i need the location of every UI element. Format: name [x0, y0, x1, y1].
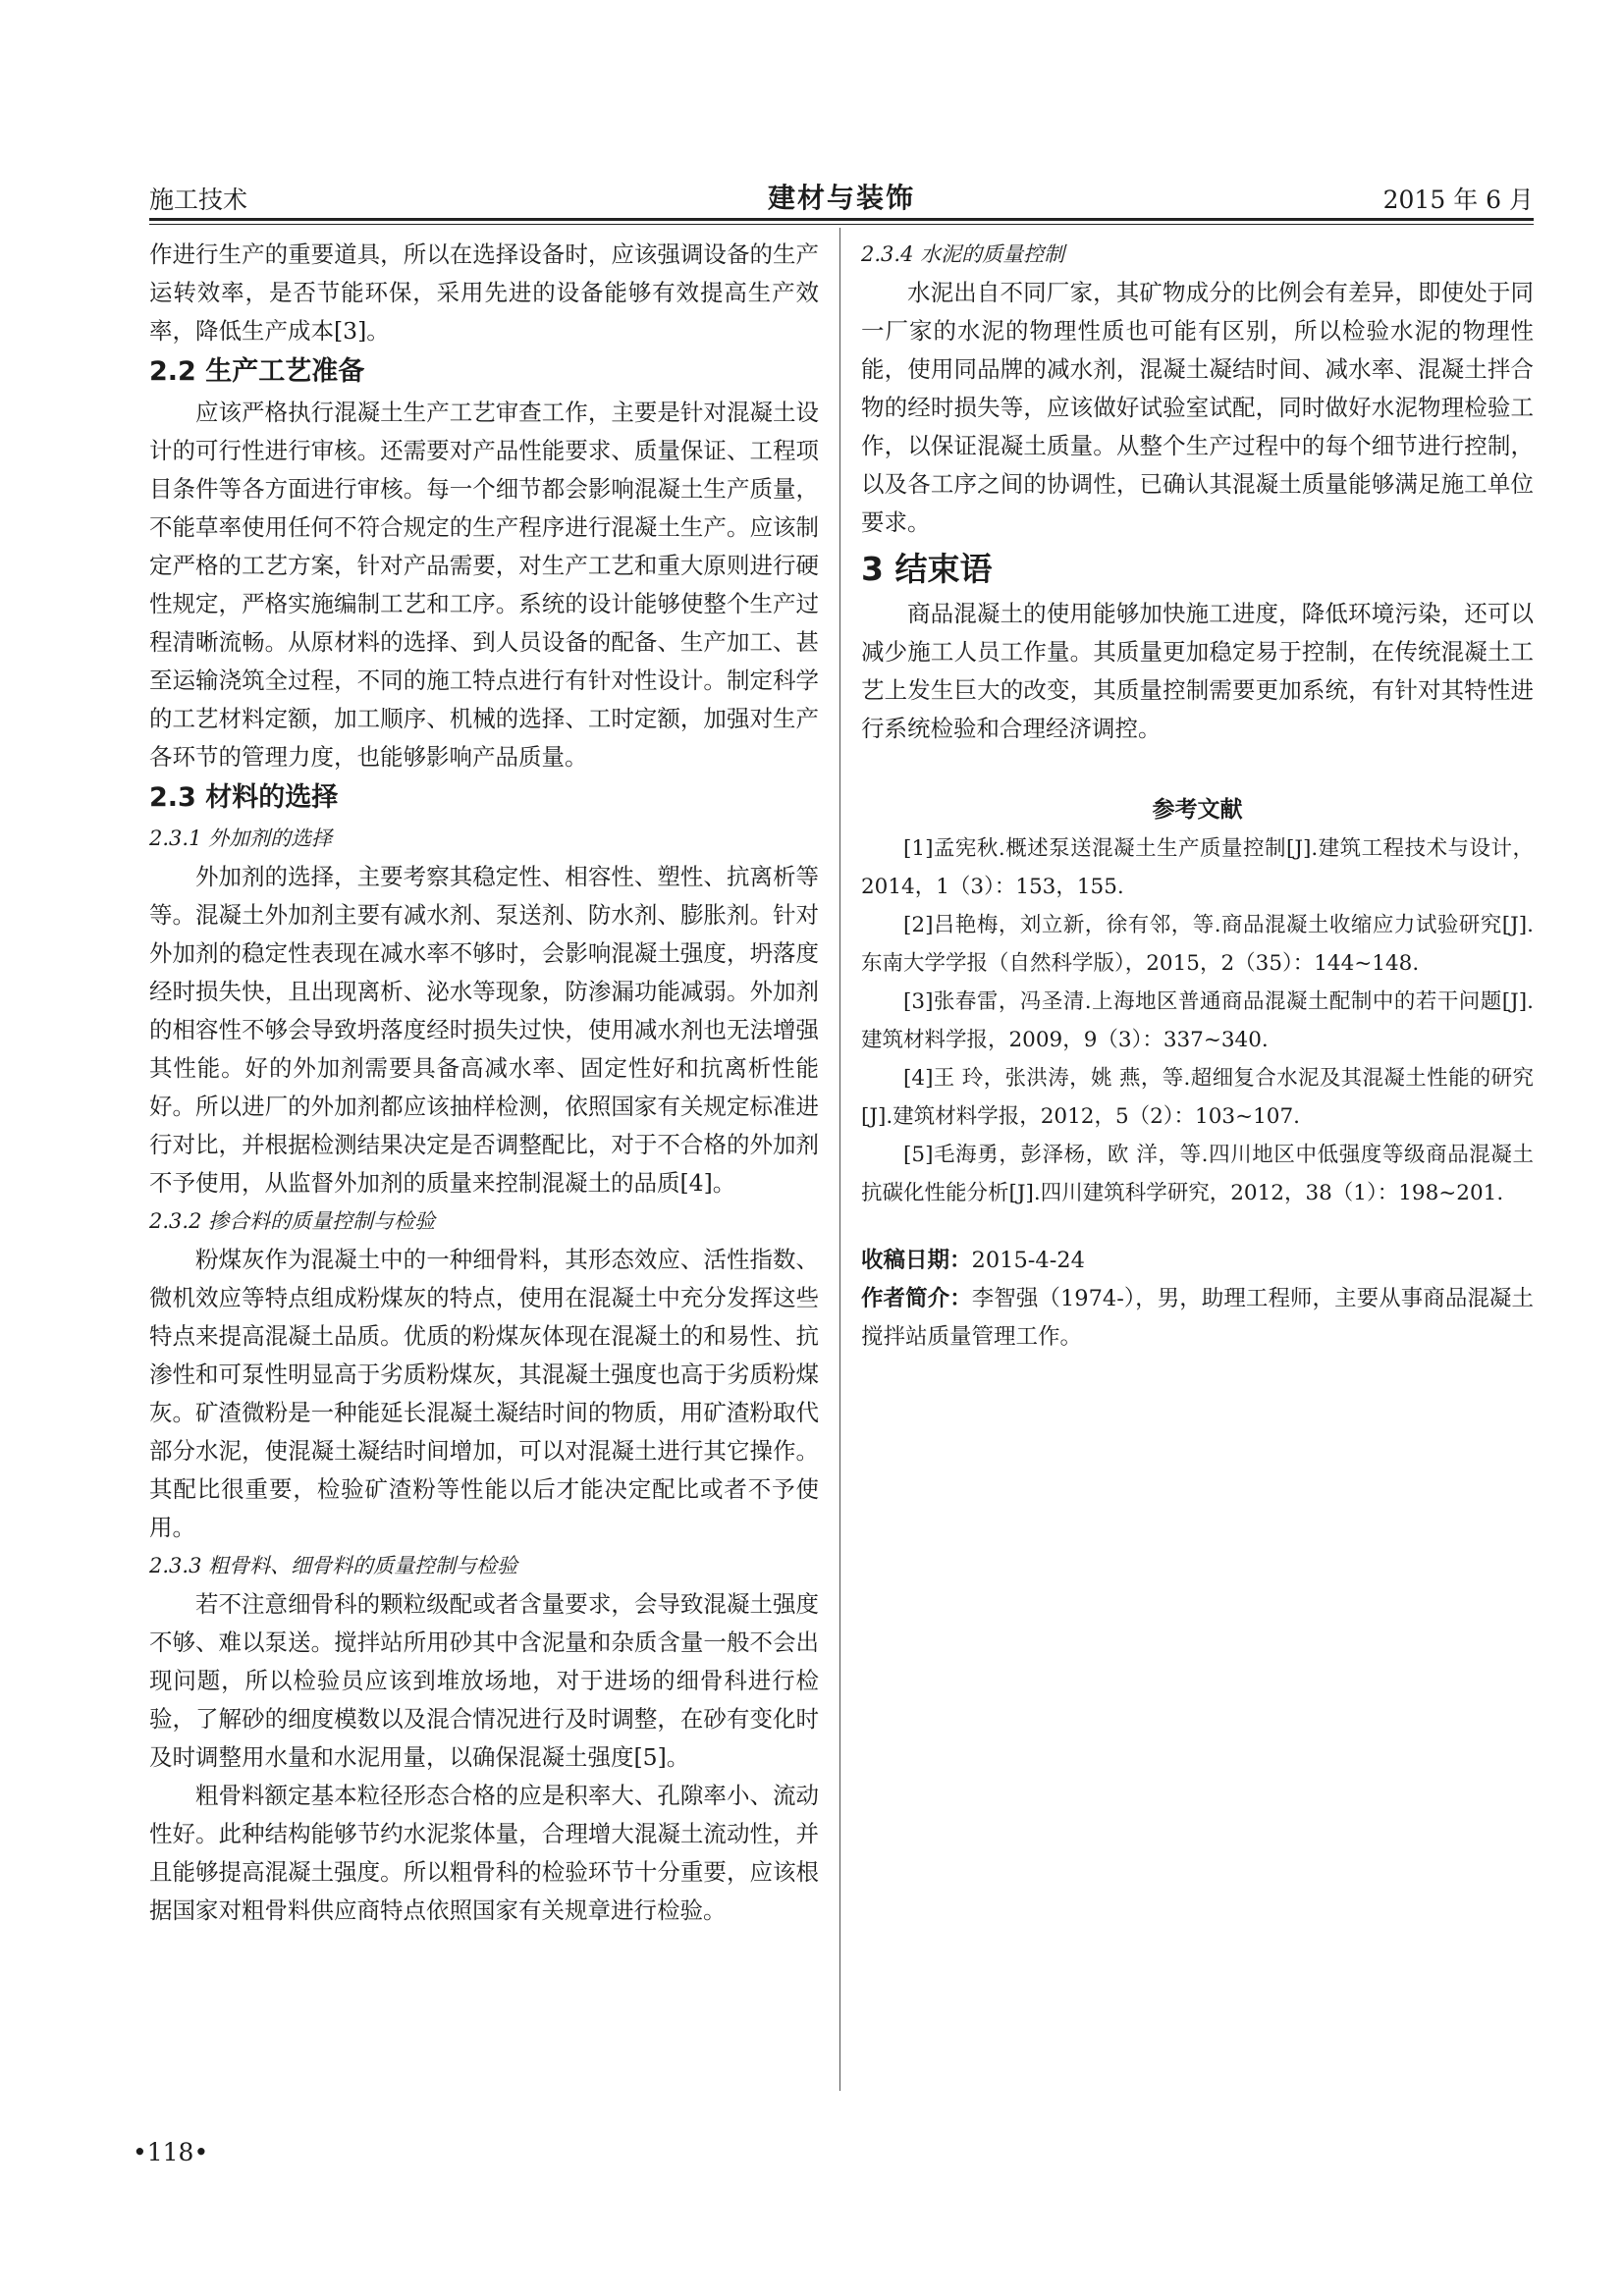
section-2-3-1-heading: 2.3.1 外加剂的选择 — [149, 827, 333, 850]
section-2-3-4-heading: 2.3.4 水泥的质量控制 — [861, 242, 1065, 266]
reference-item: [1]孟宪秋.概述泵送混凝土生产质量控制[J].建筑工程技术与设计，2014，1（3）：153，155. — [861, 836, 1534, 899]
section-2-3-4-paragraph: 水泥出自不同厂家，其矿物成分的比例会有差异，即使处于同一厂家的水泥的物理性质也可能有区别，所以检验水泥的物理性能，使用同品牌的减水剂，混凝土凝结时间、减水率、混凝土拌合物的经时损失等，应该做好试验室试配，同时做好水泥物理检验工作，以保证混凝土质量。从整个生产过程中的每个细节进行控制，以及各工序之间的协调性，已确认其混凝土质量能够满足施工单位要求。 — [861, 279, 1534, 536]
header-rule-thick — [149, 218, 1534, 221]
section-3-heading: 3 结束语 — [861, 550, 993, 588]
paragraph-intro: 作进行生产的重要道具，所以在选择设备时，应该强调设备的生产运转效率，是否节能环保，采用先进的设备能够有效提高生产效率，降低生产成本[3]。 — [149, 240, 819, 345]
reference-item: [5]毛海勇，彭泽杨，欧 洋，等.四川地区中低强度等级商品混凝土抗碳化性能分析[J].四川建筑科学研究，2012，38（1）：198~201. — [861, 1143, 1534, 1205]
section-2-3-3-paragraph-2: 粗骨料额定基本粒径形态合格的应是积率大、孔隙率小、流动性好。此种结构能够节约水泥浆体量，合理增大混凝土流动性，并且能够提高混凝土强度。所以粗骨科的检验环节十分重要，应该根据国家对粗骨料供应商特点依照国家有关规章进行检验。 — [149, 1782, 819, 1924]
column-divider — [839, 228, 840, 2091]
section-2-3-1-paragraph: 外加剂的选择，主要考察其稳定性、相容性、塑性、抗离析等等。混凝土外加剂主要有减水剂、泵送剂、防水剂、膨胀剂。针对外加剂的稳定性表现在减水率不够时，会影响混凝土强度，坍落度经时损失快，且出现离析、泌水等现象，防渗漏功能减弱。外加剂的相容性不够会导致坍落度经时损失过快，使用减水剂也无法增强其性能。好的外加剂需要具备高减水率、固定性好和抗离析性能好。所以进厂的外加剂都应该抽样检测，依照国家有关规定标准进行对比，并根据检测结果决定是否调整配比，对于不合格的外加剂不予使用，从监督外加剂的质量来控制混凝土的品质[4]。 — [149, 863, 819, 1197]
section-2-3-2-heading: 2.3.2 掺合料的质量控制与检验 — [149, 1209, 436, 1233]
reference-item: [2]吕艳梅，刘立新，徐有邻，等.商品混凝土收缩应力试验研究[J].东南大学学报（自然科学版），2015，2（35）：144~148. — [861, 913, 1534, 976]
section-2-2-paragraph: 应该严格执行混凝土生产工艺审查工作，主要是针对混凝土设计的可行性进行审核。还需要对产品性能要求、质量保证、工程项目条件等各方面进行审核。每一个细节都会影响混凝土生产质量，不能草率使用任何不符合规定的生产程序进行混凝土生产。应该制定严格的工艺方案，针对产品需要，对生产工艺和重大原则进行硬性规定，严格实施编制工艺和工序。系统的设计能够使整个生产过程清晰流畅。从原材料的选择、到人员设备的配备、生产加工、甚至运输浇筑全过程，不同的施工特点进行有针对性设计。制定科学的工艺材料定额，加工顺序、机械的选择、工时定额，加强对生产各环节的管理力度，也能够影响产品质量。 — [149, 399, 819, 771]
author-label: 作者简介： — [861, 1286, 972, 1311]
left-column — [149, 236, 819, 1930]
references-heading: 参考文献 — [1152, 797, 1243, 823]
header-date: 2015 年 6 月 — [1382, 186, 1534, 214]
received-value: 2015-4-24 — [971, 1248, 1085, 1273]
section-2-3-3-heading: 2.3.3 粗骨料、细骨料的质量控制与检验 — [149, 1554, 518, 1577]
article-meta — [861, 1242, 1534, 1357]
section-2-2-heading: 2.2 生产工艺准备 — [149, 356, 365, 387]
received-date — [861, 1242, 1534, 1280]
page-number: •118• — [133, 2138, 209, 2166]
section-2-3-heading: 2.3 材料的选择 — [149, 782, 339, 813]
right-column — [861, 236, 1534, 1357]
section-2-3-3-paragraph-1: 若不注意细骨科的颗粒级配或者含量要求，会导致混凝土强度不够、难以泵送。搅拌站所用砂其中含泥量和杂质含量一般不会出现问题，所以检验员应该到堆放场地，对于进场的细骨科进行检验，了解砂的细度模数以及混合情况进行及时调整，在砂有变化时及时调整用水量和水泥用量，以确保混凝土强度[5]。 — [149, 1590, 819, 1771]
section-2-3-2-paragraph: 粉煤灰作为混凝土中的一种细骨料，其形态效应、活性指数、微机效应等特点组成粉煤灰的特点，使用在混凝土中充分发挥这些特点来提高混凝土品质。优质的粉煤灰体现在混凝土的和易性、抗渗性和可泵性明显高于劣质粉煤灰，其混凝土强度也高于劣质粉煤灰。矿渣微粉是一种能延长混凝土凝结时间的物质，用矿渣粉取代部分水泥，使混凝土凝结时间增加，可以对混凝土进行其它操作。其配比很重要，检验矿渣粉等性能以后才能决定配比或者不予使用。 — [149, 1246, 819, 1541]
journal-title: 建材与装饰 — [768, 182, 916, 214]
received-label: 收稿日期： — [861, 1248, 972, 1273]
author-value: 李智强（1974-），男，助理工程师，主要从事商品混凝土搅拌站质量管理工作。 — [861, 1286, 1534, 1350]
running-header — [149, 175, 1534, 214]
author-bio — [861, 1280, 1534, 1357]
reference-item: [3]张春雷，冯圣清.上海地区普通商品混凝土配制中的若干问题[J].建筑材料学报，2009，9（3）：337~340. — [861, 989, 1534, 1052]
header-section: 施工技术 — [149, 186, 248, 214]
reference-item: [4]王 玲，张洪涛，姚 燕，等.超细复合水泥及其混凝土性能的研究[J].建筑材料学报，2012，5（2）：103~107. — [861, 1066, 1534, 1129]
section-3-paragraph: 商品混凝土的使用能够加快施工进度，降低环境污染，还可以减少施工人员工作量。其质量更加稳定易于控制，在传统混凝土工艺上发生巨大的改变，其质量控制需要更加系统，有针对其特性进行系统检验和合理经济调控。 — [861, 600, 1534, 742]
header-rule-thin — [149, 224, 1534, 225]
